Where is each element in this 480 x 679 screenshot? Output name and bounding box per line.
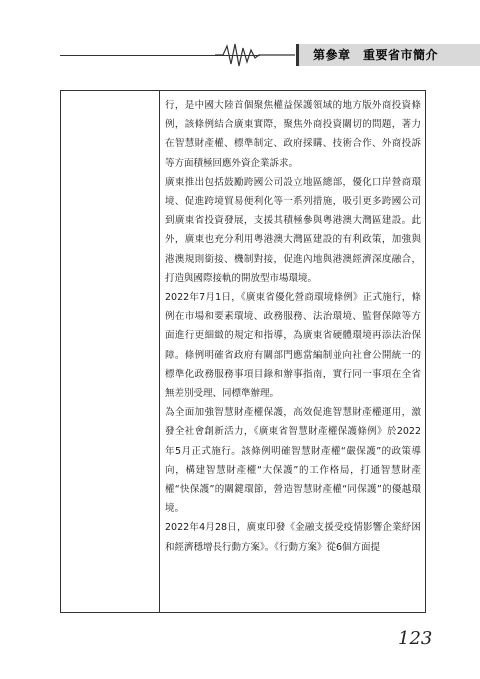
paragraph: 為全面加強智慧財產權保護，高效促進智慧財產權運用，激發全社會創新活力，《廣東省智慧財產權保護條例》於2022年5月正式施行。該條例明確智慧財產權“嚴保護”的政策導向，構建智慧財產權“大保護”的工作格局，打通智慧財產權“快保護”的關鍵環節，營造智慧財產權“同保護”的優越環境。 (165, 407, 421, 515)
waveform-icon (215, 40, 295, 68)
page-header (0, 0, 480, 70)
chapter-tag (296, 44, 480, 66)
paragraph: 廣東推出包括鼓勵跨國公司設立地區總部，優化口岸營商環境、促進跨境貿易便利化等一系列措施，吸引更多跨國公司到廣東省投資發展，支援其積極參與粵港澳大灣區建設。此外，廣東也充分利用粵港澳大灣區建設的有利政策，加強與港澳規則銜接、機制對接，促進內地與港澳經濟深度融合，打造與國際接軌的開放型市場環境。 (165, 176, 421, 284)
table-content-cell (165, 96, 421, 557)
paragraph: 2022年4月28日，廣東印發《金融支援受疫情影響企業紓困和經濟穩增長行動方案》。《行動方案》從6個方面提 (165, 522, 421, 553)
table-left-column (61, 91, 160, 612)
content-table (60, 90, 426, 613)
chapter-title: 第參章 重要省市簡介 (313, 48, 439, 62)
paragraph: 行，是中國大陸首個聚焦權益保護領域的地方版外商投資條例，該條例結合廣東實際，聚焦外商投資關切的問題，著力在智慧財產權、標準制定、政府採購、技術合作、外商投訴等方面積極回應外資企業訴求。 (165, 100, 421, 169)
paragraph: 2022年7月1日，《廣東省優化營商環境條例》正式施行，條例在市場和要素環境、政務服務、法治環境、監督保障等方面進行更細緻的規定和指導，為廣東省硬體環境再添法治保障。條例明確省政府有關部門應當編制並向社會公開統一的標準化政務服務事項目錄和辦事指南，實行同一事項在全省無差別受理、同標準辦理。 (165, 292, 421, 400)
page-number: 123 (398, 628, 433, 649)
